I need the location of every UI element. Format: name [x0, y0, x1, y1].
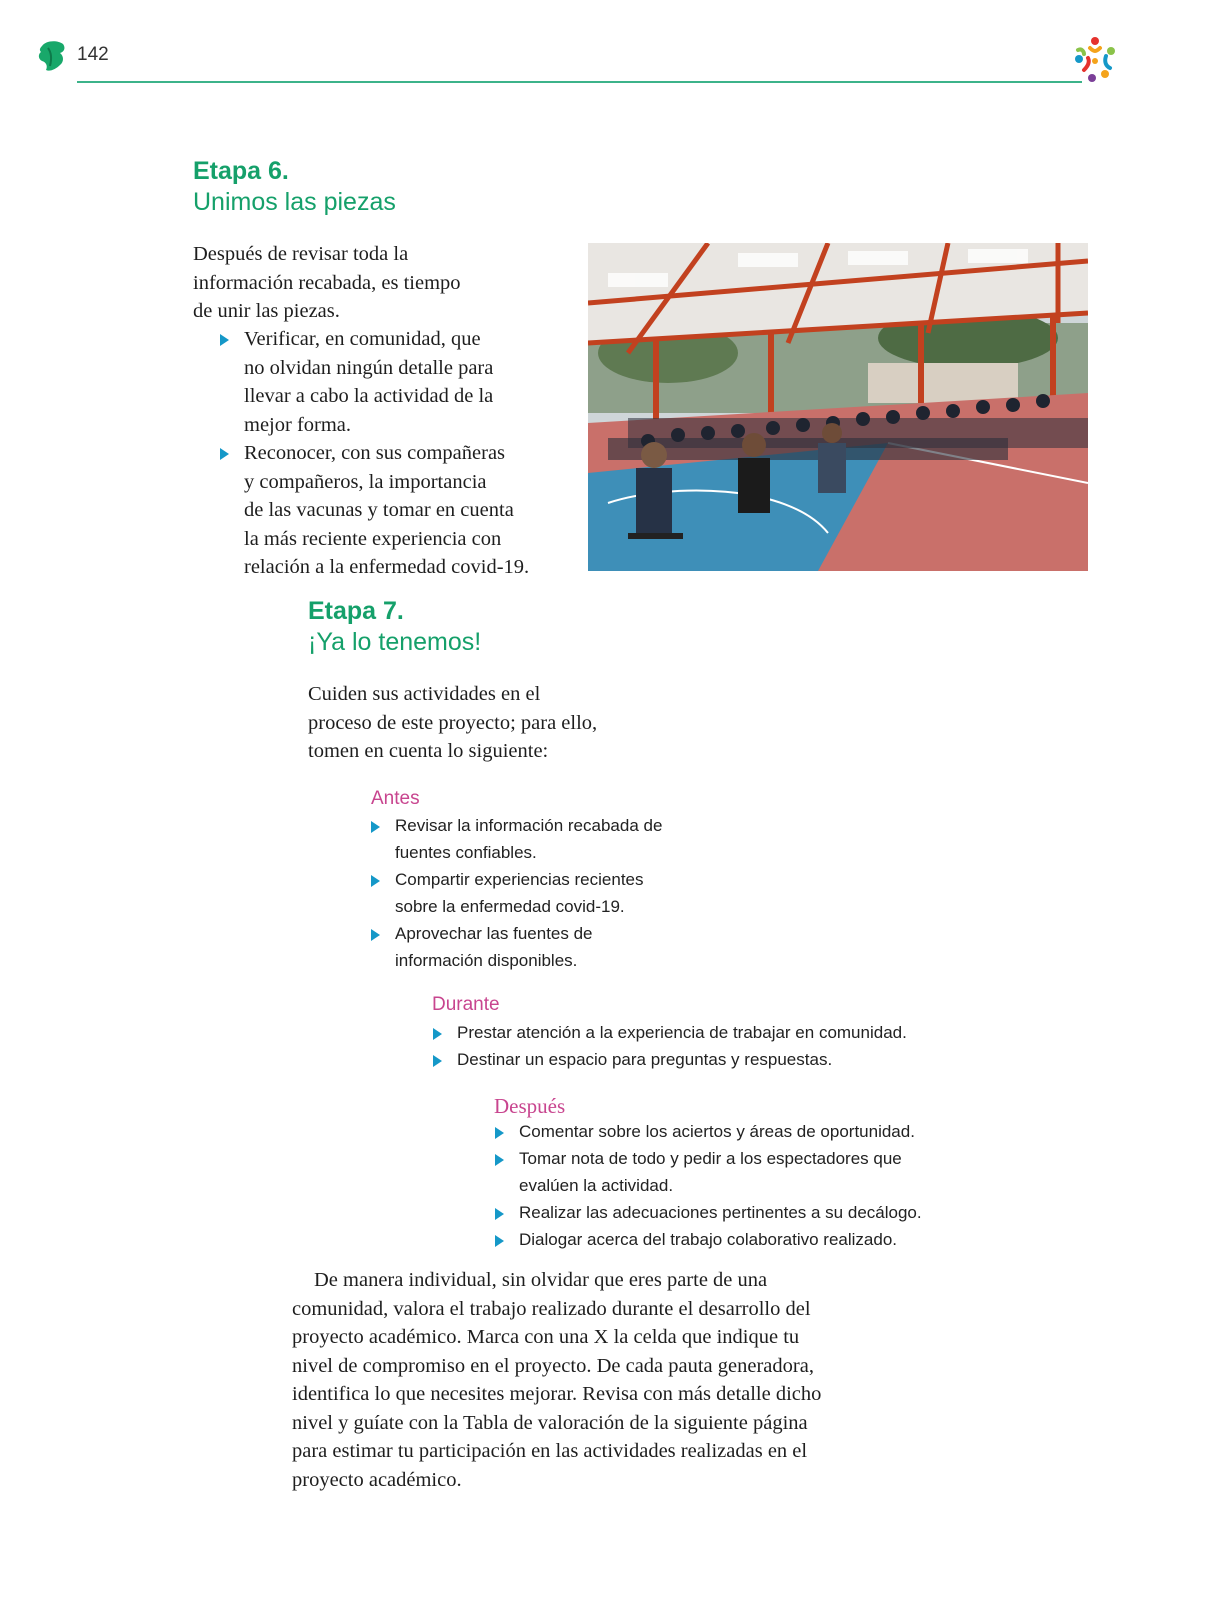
closing-line: nivel y guíate con la Tabla de valoración de la siguiente página: [292, 1411, 808, 1434]
closing-line: comunidad, valora el trabajo realizado durante el desarrollo del: [292, 1297, 811, 1320]
stage6-intro-line: de unir las piezas.: [193, 300, 340, 322]
closing-paragraph: [292, 1266, 932, 1494]
list-item-line: Prestar atención a la experiencia de trabajar en comunidad.: [457, 1023, 907, 1042]
list-item-line: evalúen la actividad.: [519, 1176, 674, 1195]
stage6-heading: [193, 156, 396, 218]
stage7-heading: [308, 596, 481, 658]
list-item-line: Verificar, en comunidad, que: [244, 328, 481, 350]
list-item-line: mejor forma.: [244, 413, 352, 436]
stage6-bullet-list: [218, 325, 558, 582]
stage7-intro-line: Cuiden sus actividades en el: [308, 683, 541, 705]
list-item-line: no olvidan ningún detalle para: [244, 356, 494, 379]
antes-heading: Antes: [371, 788, 420, 809]
closing-line: identifica lo que necesites mejorar. Revisa con más detalle dicho: [292, 1383, 822, 1405]
list-item: [493, 1145, 973, 1199]
list-item-line: y compañeros, la importancia: [244, 470, 487, 493]
header-rule: [77, 81, 1082, 83]
stage7-number: Etapa 7.: [308, 597, 404, 625]
list-item-line: información disponibles.: [395, 951, 578, 970]
list-item: [431, 1046, 951, 1073]
colorful-people-circle-logo-icon: [1070, 34, 1120, 84]
closing-line: nivel de compromiso en el proyecto. De cada pauta generadora,: [292, 1354, 814, 1377]
list-item-line: Aprovechar las fuentes de: [395, 924, 593, 943]
antes-list: [369, 812, 709, 974]
stage6-number: Etapa 6.: [193, 157, 289, 185]
list-item: [218, 439, 558, 582]
durante-list: [431, 1019, 951, 1073]
list-item-line: Revisar la información recabada de: [395, 816, 663, 835]
list-item: [369, 866, 709, 920]
closing-line: proyecto académico.: [292, 1468, 462, 1491]
list-item: [493, 1226, 973, 1253]
stage6-title: Unimos las piezas: [193, 188, 396, 216]
list-item-line: Destinar un espacio para preguntas y respuestas.: [457, 1050, 833, 1069]
list-item: [369, 920, 709, 974]
despues-heading: Después: [494, 1094, 566, 1118]
list-item: [369, 812, 709, 866]
list-item-line: sobre la enfermedad covid-19.: [395, 897, 625, 916]
stage6-intro-line: Después de revisar toda la: [193, 243, 409, 265]
green-leaf-logo-icon: [36, 38, 68, 74]
list-item-line: Realizar las adecuaciones pertinentes a su decálogo.: [519, 1203, 922, 1222]
stage7-title: ¡Ya lo tenemos!: [308, 628, 482, 656]
list-item-line: Dialogar acerca del trabajo colaborativo realizado.: [519, 1230, 897, 1249]
gymnasium-photo: [588, 243, 1088, 571]
list-item-line: fuentes confiables.: [395, 843, 537, 862]
stage6-intro: [193, 240, 553, 326]
list-item-line: de las vacunas y tomar en cuenta: [244, 499, 514, 521]
durante-heading: Durante: [432, 994, 500, 1015]
list-item-line: la más reciente experiencia con: [244, 527, 502, 550]
page-number: 142: [77, 44, 109, 65]
closing-line: De manera individual, sin olvidar que eres parte de una: [314, 1269, 768, 1291]
list-item: [218, 325, 558, 439]
despues-list: [493, 1118, 973, 1253]
list-item-line: Tomar nota de todo y pedir a los espectadores que: [519, 1149, 902, 1168]
list-item: [493, 1199, 973, 1226]
list-item-line: llevar a cabo la actividad de la: [244, 385, 494, 407]
stage7-intro-line: tomen en cuenta lo siguiente:: [308, 740, 549, 762]
list-item-line: Compartir experiencias recientes: [395, 870, 644, 889]
stage6-intro-line: información recabada, es tiempo: [193, 271, 461, 294]
list-item-line: Reconocer, con sus compañeras: [244, 442, 506, 464]
stage7-intro-line: proceso de este proyecto; para ello,: [308, 711, 598, 734]
list-item: [493, 1118, 973, 1145]
closing-line: proyecto académico. Marca con una X la celda que indique tu: [292, 1326, 800, 1348]
stage7-intro: [308, 680, 728, 766]
list-item: [431, 1019, 951, 1046]
list-item-line: Comentar sobre los aciertos y áreas de oportunidad.: [519, 1122, 915, 1141]
closing-line: para estimar tu participación en las actividades realizadas en el: [292, 1440, 808, 1462]
list-item-line: relación a la enfermedad covid-19.: [244, 556, 530, 578]
